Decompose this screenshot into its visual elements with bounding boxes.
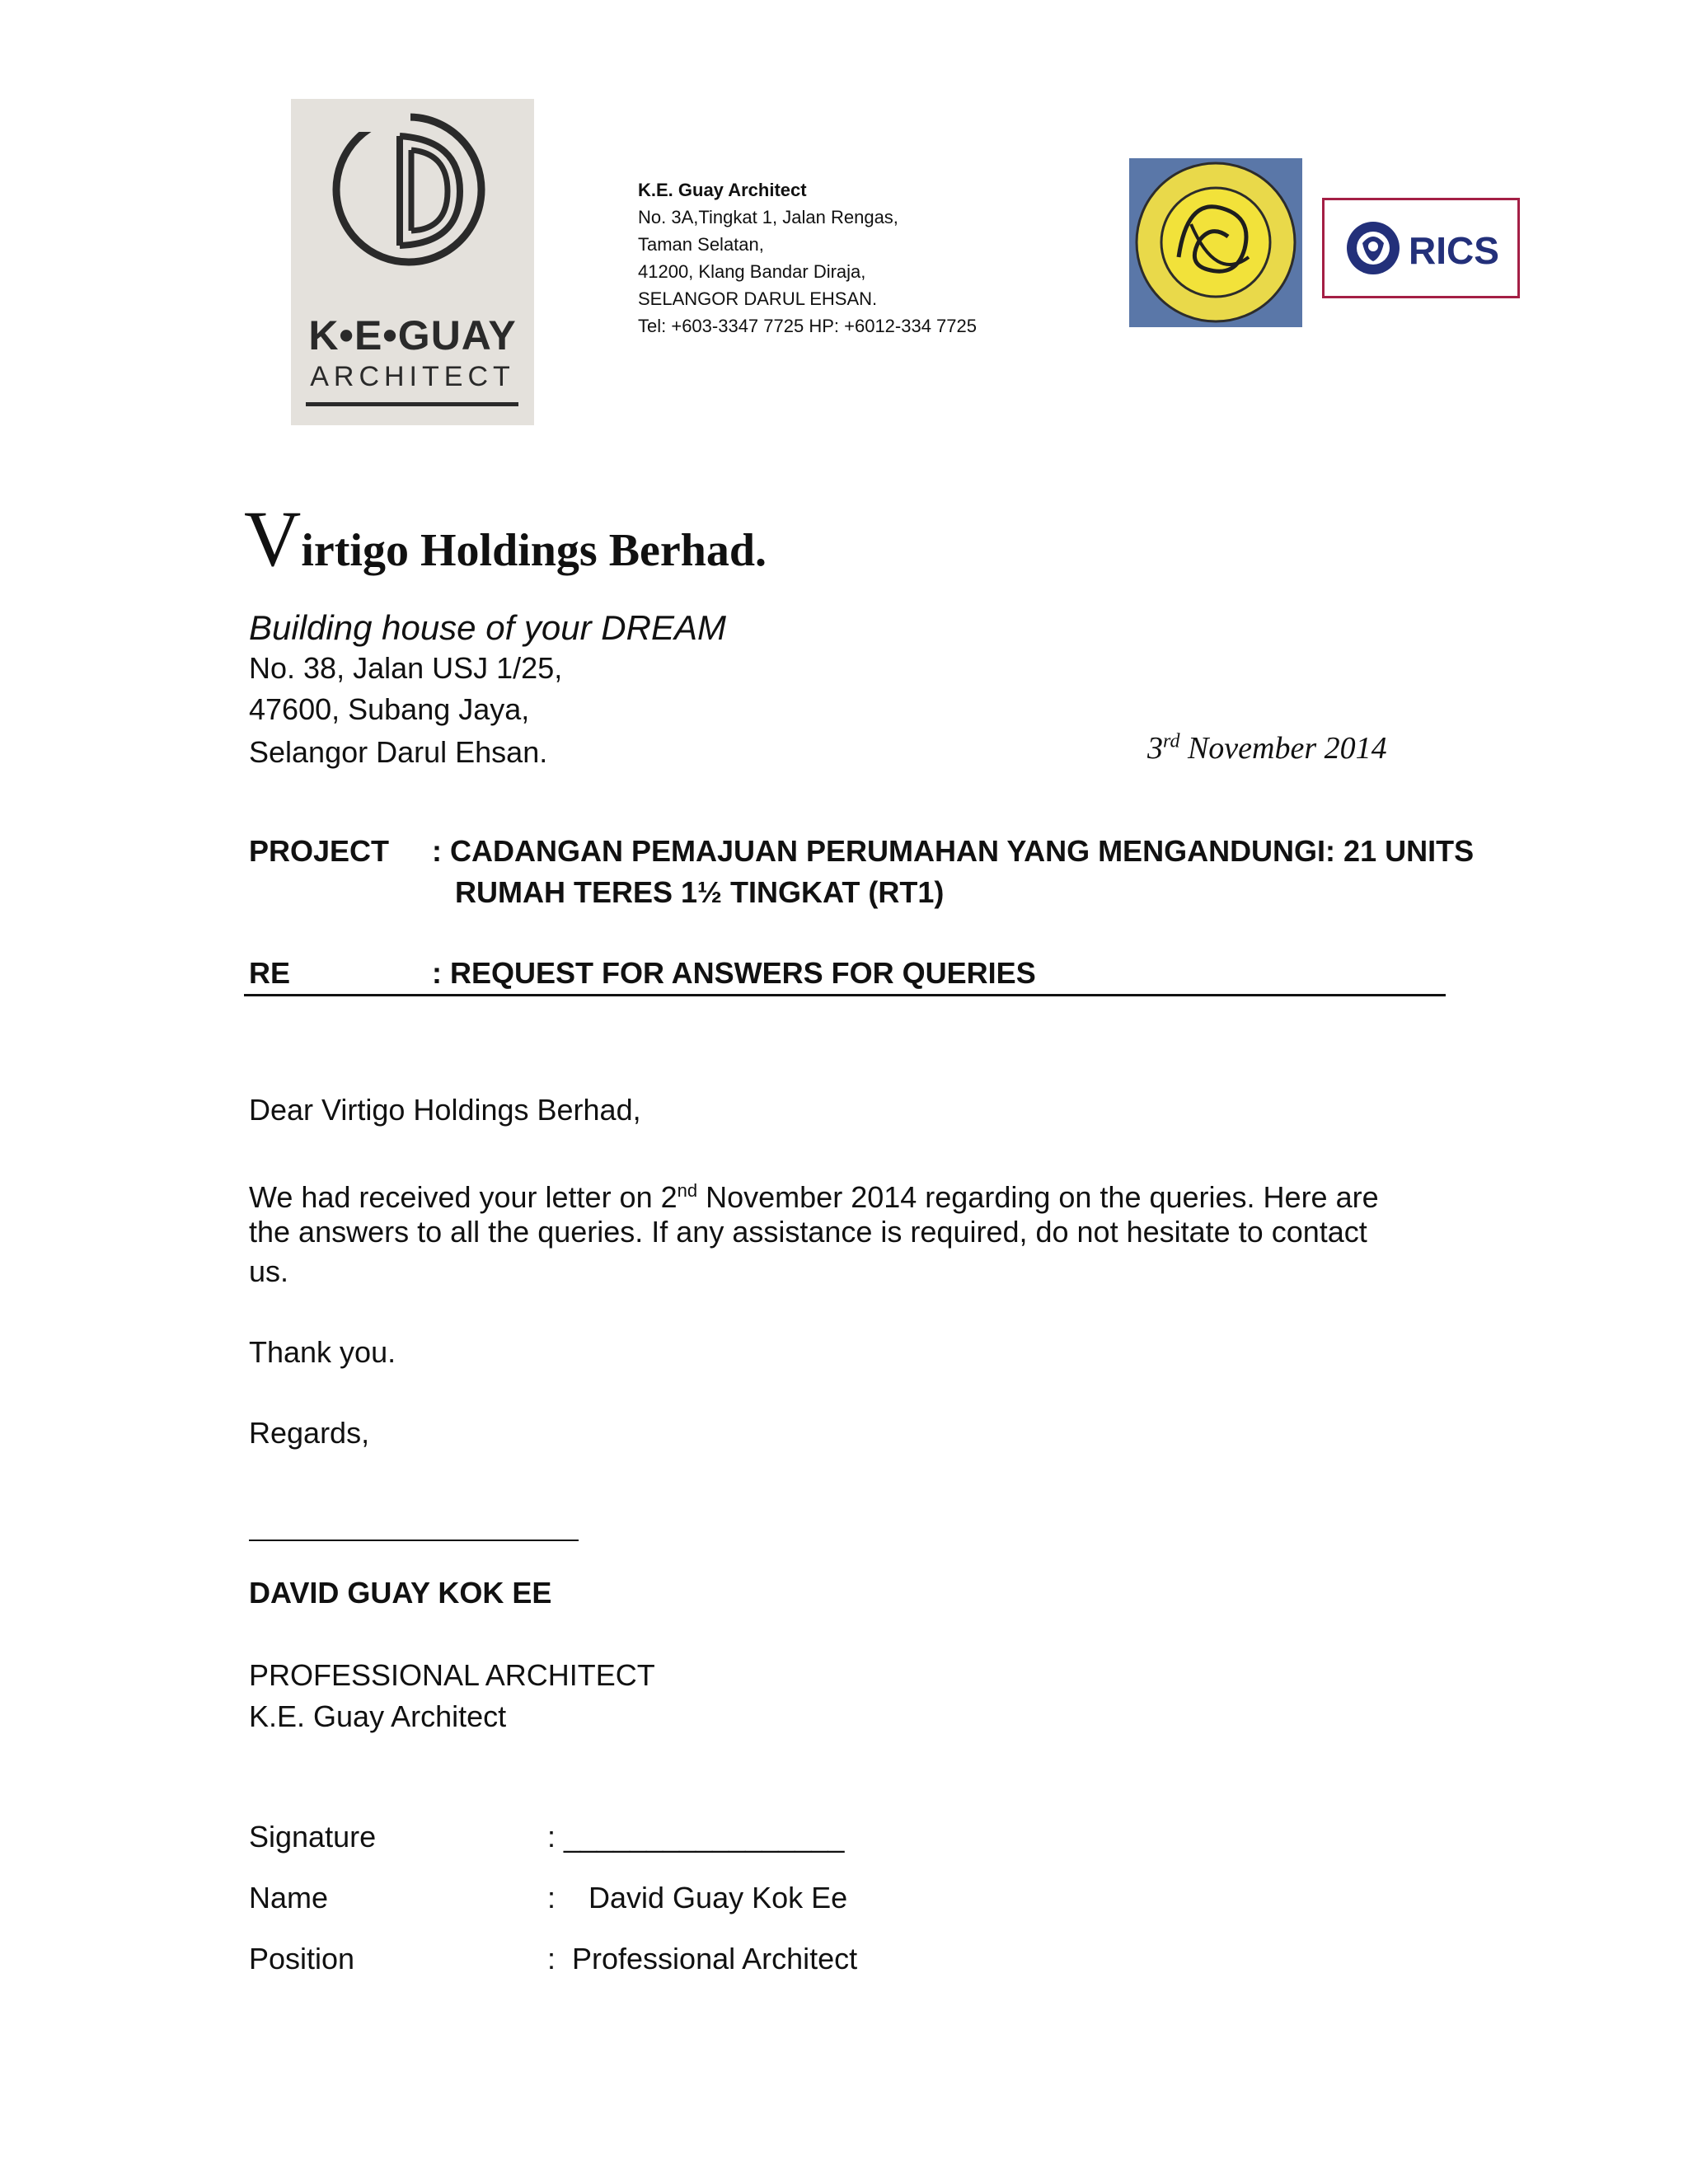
salutation: Dear Virtigo Holdings Berhad, — [249, 1093, 641, 1127]
footer-position-value: : Professional Architect — [547, 1942, 858, 1975]
logo-line-1: K•E•GUAY — [308, 312, 517, 359]
company-initial: V — [244, 494, 302, 583]
footer-name-label: Name — [249, 1881, 329, 1915]
recipient-address-line-3: Selangor Darul Ehsan. — [249, 735, 548, 769]
footer-signature-value: : _________________ — [547, 1820, 845, 1854]
firm-address-line: Taman Selatan, — [638, 234, 764, 255]
date-rest: November 2014 — [1179, 731, 1387, 766]
project-line-1: : CADANGAN PEMAJUAN PERUMAHAN YANG MENGANDUNGI: 21 UNITS — [432, 834, 1475, 868]
firm-address-line: SELANGOR DARUL EHSAN. — [638, 288, 878, 309]
body-paragraph-line-2: the answers to all the queries. If any assistance is required, do not hesitate to contact — [249, 1215, 1367, 1249]
rics-logo — [1322, 198, 1520, 298]
signatory-title: PROFESSIONAL ARCHITECT — [249, 1658, 655, 1692]
body-paragraph-line-1 — [249, 1170, 1379, 1217]
project-label: PROJECT — [249, 834, 390, 868]
signature-line — [249, 1540, 579, 1541]
date-suffix: rd — [1163, 730, 1180, 752]
firm-phone-line: Tel: +603-3347 7725 HP: +6012-334 7725 — [638, 316, 977, 336]
recipient-address-line-2: 47600, Subang Jaya, — [249, 692, 530, 726]
para-line1-rest: November 2014 regarding on the queries. Here are — [697, 1180, 1379, 1214]
logo-underline — [306, 402, 518, 406]
lembaga-seal-icon — [1129, 158, 1302, 327]
rics-lion-icon — [1344, 218, 1402, 278]
logo-line-2: ARCHITECT — [310, 361, 515, 392]
re-underline — [244, 994, 1446, 996]
recipient-address-line-1: No. 38, Jalan USJ 1/25, — [249, 651, 563, 685]
footer-name-value: : David Guay Kok Ee — [547, 1881, 848, 1915]
rics-text: RICS — [1409, 229, 1499, 272]
firm-address-block — [638, 176, 977, 340]
project-line-2: RUMAH TERES 1½ TINGKAT (RT1) — [455, 875, 945, 909]
footer-position-label: Position — [249, 1942, 355, 1975]
firm-address-line: 41200, Klang Bandar Diraja, — [638, 261, 866, 282]
re-label: RE — [249, 956, 291, 990]
signatory-name: DAVID GUAY KOK EE — [249, 1576, 552, 1610]
para-sup: nd — [677, 1180, 698, 1201]
thanks-line: Thank you. — [249, 1335, 396, 1369]
recipient-company-name — [244, 493, 767, 584]
signatory-firm: K.E. Guay Architect — [249, 1699, 507, 1733]
date-day: 3 — [1147, 731, 1163, 766]
ke-guay-logo — [291, 99, 534, 425]
re-subject: : REQUEST FOR ANSWERS FOR QUERIES — [432, 956, 1036, 990]
body-paragraph-line-3: us. — [249, 1254, 289, 1288]
company-tagline: Building house of your DREAM — [249, 608, 726, 647]
company-name-rest: irtigo Holdings Berhad. — [301, 525, 767, 576]
firm-address-line: No. 3A,Tingkat 1, Jalan Rengas, — [638, 207, 898, 227]
lembaga-juruukur-logo — [1129, 158, 1302, 327]
regards-line: Regards, — [249, 1416, 370, 1450]
para-prefix: We had received your letter on 2 — [249, 1180, 678, 1214]
firm-name: K.E. Guay Architect — [638, 180, 807, 200]
letter-date — [1147, 730, 1387, 766]
footer-signature-label: Signature — [249, 1820, 377, 1854]
